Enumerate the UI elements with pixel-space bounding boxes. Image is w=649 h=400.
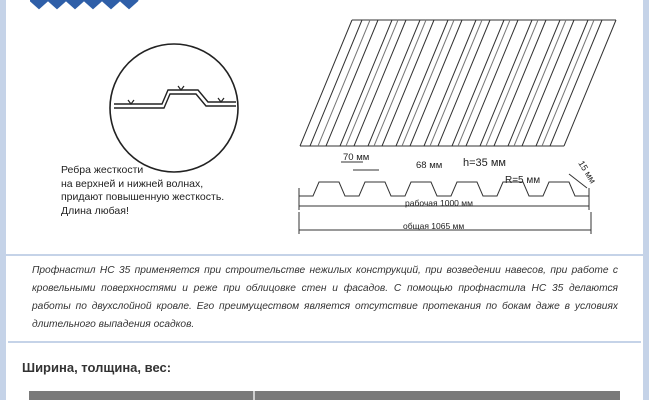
table-column-divider	[253, 391, 255, 400]
caption-line: Ребра жесткости	[61, 164, 144, 176]
product-diagram	[6, 0, 643, 255]
frame-right	[643, 0, 649, 400]
caption-line: Длина любая!	[61, 204, 129, 217]
specs-table-header	[29, 391, 620, 400]
description-box	[8, 256, 641, 343]
stiffening-rib-detail-icon	[104, 38, 244, 178]
corrugated-sheet-illustration	[296, 14, 636, 159]
section-title: Ширина, толщина, вес:	[22, 360, 172, 375]
caption-line: на верхней и нижней волнах,	[61, 177, 204, 190]
stiffening-rib-caption	[61, 164, 224, 218]
logo-zigzag-icon	[30, 0, 140, 10]
caption-line: придают повышенную жесткость.	[61, 191, 225, 203]
dim-bottom-width-label: 68 мм	[416, 160, 443, 171]
description-text: Профнастил НС 35 применяется при строительстве нежилых конструкций, при возведении навесов, при работе с кровельными поверхностями и реже при облицовке стен и фасадов. С помощью профнастила НС 35 делаются работы по двухслойной кровле. Его преимуществом является отсутствие протекания по бокам даже в условиях длительного выпадения осадков.	[32, 265, 618, 330]
working-width-label: рабочая 1000 мм	[405, 198, 473, 208]
dim-edge-label: 15 мм	[576, 158, 598, 186]
dim-top-width-label: 70 мм	[343, 152, 370, 163]
dim-radius-label: R=5 мм	[505, 175, 541, 186]
profile-cross-section	[291, 148, 611, 238]
total-width-label: общая 1065 мм	[403, 221, 465, 231]
dim-height-label: h=35 мм	[463, 157, 506, 169]
